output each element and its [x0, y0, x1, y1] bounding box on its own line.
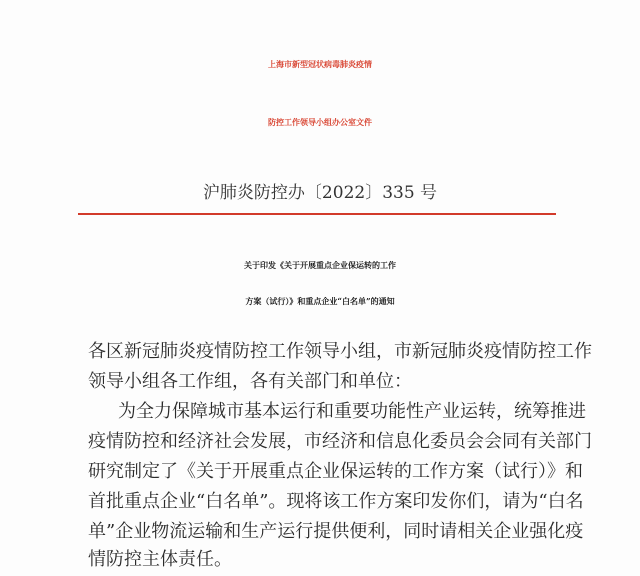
issuing-office-title-line-1: 上海市新型冠状病毒肺炎疫情 — [268, 59, 372, 69]
document-number: 沪肺炎防控办〔2022〕335 号 — [202, 183, 438, 203]
body-line: 各区新冠肺炎疫情防控工作领导小组，市新冠肺炎疫情防控工作 — [88, 341, 592, 362]
body-line: 情防控主体责任。 — [88, 549, 232, 570]
notice-title-line-1: 关于印发《关于开展重点企业保运转的工作 — [244, 260, 396, 270]
notice-title-line-2: 方案（试行）》和重点企业“白名单”的通知 — [245, 296, 395, 306]
issuing-office-title-line-2: 防控工作领导小组办公室文件 — [268, 117, 372, 127]
body-line: 单”企业物流运输和生产运行提供便利，同时请相关企业强化疫 — [88, 521, 584, 542]
body-line: 疫情防控和经济社会发展，市经济和信息化委员会会同有关部门 — [88, 431, 592, 452]
body-line: 研究制定了《关于开展重点企业保运转的工作方案（试行）》和 — [88, 461, 583, 482]
body-line: 为全力保障城市基本运行和重要功能性产业运转，统筹推进 — [118, 401, 586, 422]
body-line: 首批重点企业“白名单”。现将该工作方案印发你们，请为“白名 — [88, 491, 584, 512]
body-line: 领导小组各工作组，各有关部门和单位： — [88, 371, 412, 392]
red-divider-line — [78, 213, 556, 215]
